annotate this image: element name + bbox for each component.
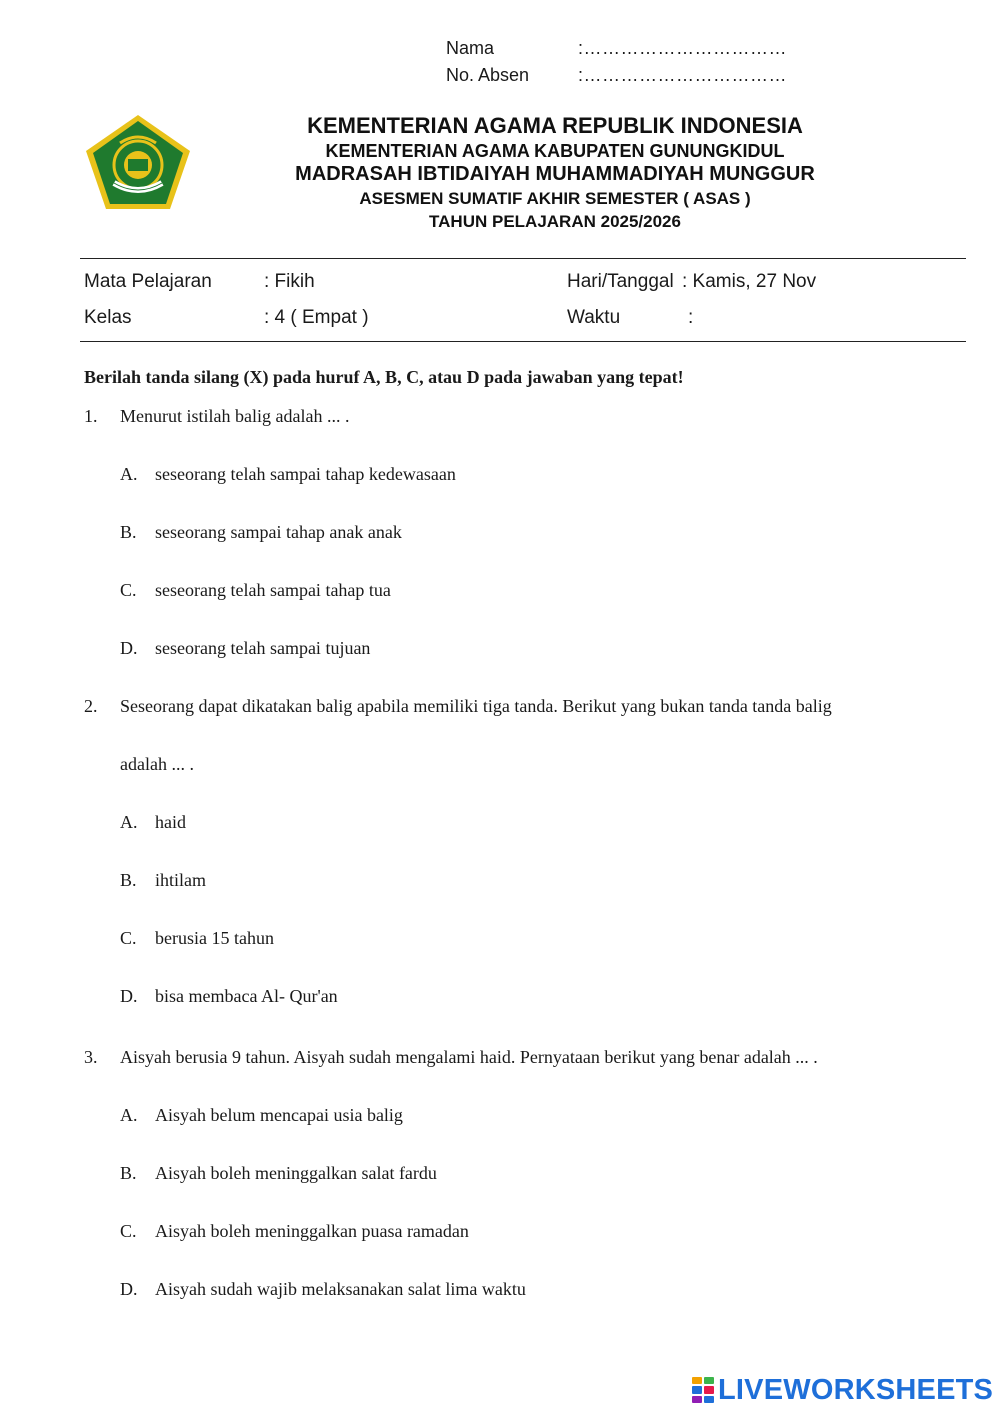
question-number: 1. [84,406,98,426]
absen-label: No. Absen [446,65,530,85]
option-text[interactable]: seseorang telah sampai tujuan [155,638,371,658]
instruction: Berilah tanda silang (X) pada huruf A, B, C, atau D pada jawaban yang tepat! [84,367,684,387]
subject-value: : Fikih [264,271,315,292]
time-label: Waktu [567,307,621,328]
class-label: Kelas [84,307,132,328]
header-school: MADRASAH IBTIDAIYAH MUHAMMADIYAH MUNGGUR [295,163,815,185]
option-letter[interactable]: B. [120,522,137,542]
option-letter[interactable]: A. [120,464,138,484]
date-label: Hari/Tanggal [567,271,674,292]
option-text[interactable]: Aisyah sudah wajib melaksanakan salat lima waktu [155,1279,526,1299]
option-text[interactable]: Aisyah boleh meninggalkan puasa ramadan [155,1221,469,1241]
name-label: Nama [446,38,495,58]
option-text[interactable]: haid [155,812,186,832]
option-text[interactable]: berusia 15 tahun [155,928,274,948]
divider-top [80,258,966,259]
option-letter[interactable]: C. [120,1221,137,1241]
question-text: Menurut istilah balig adalah ... . [120,406,350,426]
header-year: TAHUN PELAJARAN 2025/2026 [429,212,681,231]
subject-label: Mata Pelajaran [84,271,212,292]
question-text: Seseorang dapat dikatakan balig apabila memiliki tiga tanda. Berikut yang bukan tanda tanda balig [120,696,832,716]
liveworksheets-logo[interactable] [692,1374,993,1406]
option-text[interactable]: seseorang sampai tahap anak anak [155,522,402,542]
absen-field[interactable]: :…………………………… [578,65,788,85]
option-letter[interactable]: C. [120,928,137,948]
option-letter[interactable]: A. [120,812,138,832]
option-letter[interactable]: A. [120,1105,138,1125]
option-text[interactable]: Aisyah belum mencapai usia balig [155,1105,403,1125]
option-text[interactable]: seseorang telah sampai tahap tua [155,580,391,600]
option-text[interactable]: ihtilam [155,870,206,890]
header-regency: KEMENTERIAN AGAMA KABUPATEN GUNUNGKIDUL [325,141,785,161]
question-number: 3. [84,1047,98,1067]
option-text[interactable]: bisa membaca Al- Qur'an [155,986,338,1006]
date-value: : Kamis, 27 Nov [682,271,817,292]
option-letter[interactable]: C. [120,580,137,600]
divider-bottom [80,341,966,342]
option-letter[interactable]: B. [120,870,137,890]
kemenag-logo [84,113,192,211]
header-ministry: KEMENTERIAN AGAMA REPUBLIK INDONESIA [307,113,803,138]
brand-blocks-icon [692,1377,714,1403]
name-field[interactable]: :…………………………… [578,38,788,58]
brand-text: LIVEWORKSHEETS [718,1373,994,1406]
time-value: : [688,307,694,328]
option-letter[interactable]: B. [120,1163,137,1183]
option-text[interactable]: seseorang telah sampai tahap kedewasaan [155,464,456,484]
option-text[interactable]: Aisyah boleh meninggalkan salat fardu [155,1163,437,1183]
header-exam: ASESMEN SUMATIF AKHIR SEMESTER ( ASAS ) [359,189,751,208]
class-value: : 4 ( Empat ) [264,307,369,328]
question-number: 2. [84,696,98,716]
option-letter[interactable]: D. [120,1279,138,1299]
option-letter[interactable]: D. [120,986,138,1006]
option-letter[interactable]: D. [120,638,138,658]
question-text-cont: adalah ... . [120,754,194,774]
question-text: Aisyah berusia 9 tahun. Aisyah sudah mengalami haid. Pernyataan berikut yang benar adalah ... . [120,1047,818,1067]
